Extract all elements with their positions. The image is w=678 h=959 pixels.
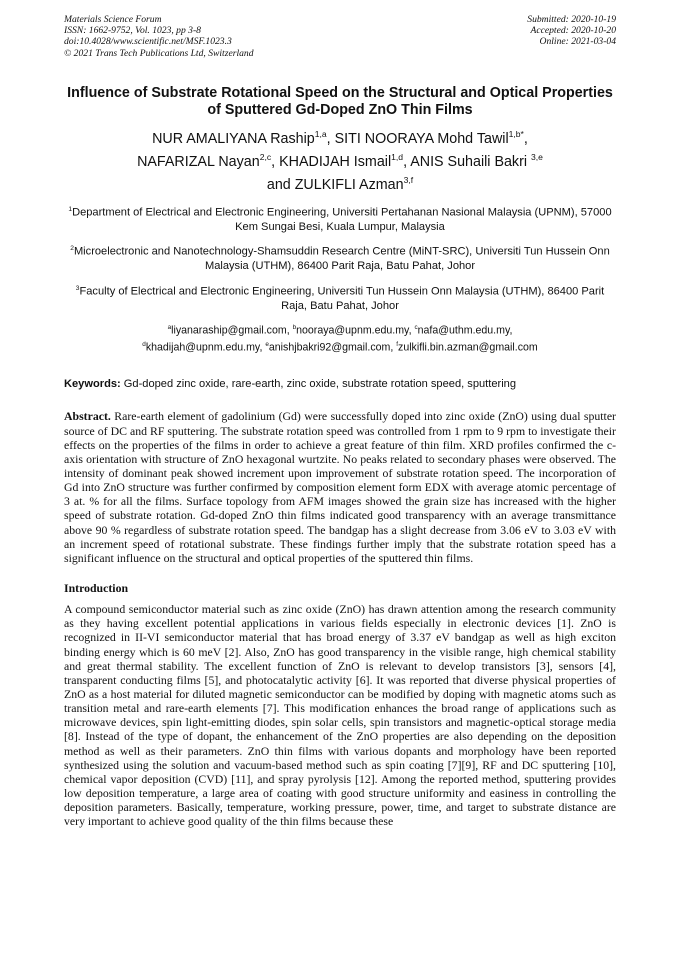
author: NUR AMALIYANA Raship$^{1,a}$ bbox=[152, 128, 327, 147]
paper-page bbox=[64, 14, 616, 829]
journal-doi: doi:10.4028/www.scientific.net/MSF.1023.3 bbox=[64, 36, 232, 48]
email-link[interactable]: nooraya@upnm.edu.my bbox=[296, 324, 409, 337]
journal-name: Materials Science Forum bbox=[64, 14, 162, 25]
journal-issn: ISSN: 1662-9752, Vol. 1023, pp 3-8 bbox=[64, 25, 201, 37]
affiliation-1: $^1$Department of Electrical and Electronic Engineering, Universiti Pertahanan Nasional Malaysia (UPNM), 57000 Kem Sungai Besi, Kuala Lumpur, Malaysia bbox=[68, 205, 612, 233]
journal-info bbox=[64, 14, 254, 59]
online-date: Online: 2021-03-04 bbox=[539, 36, 616, 48]
abstract-label: Abstract. bbox=[64, 409, 111, 424]
journal-header bbox=[64, 14, 616, 59]
keywords-text: Gd-doped zinc oxide, rare-earth, zinc oxide, substrate rotation speed, sputtering bbox=[120, 378, 516, 391]
affiliation-2: $^2$Microelectronic and Nanotechnology-Shamsuddin Research Centre (MiNT-SRC), Universiti Tun Hussein Onn Malaysia (UTHM), 86400 Parit Raja, Batu Pahat, Johor bbox=[70, 245, 610, 273]
email-link[interactable]: anishjbakri92@gmail.com bbox=[268, 341, 391, 354]
author-list: NUR AMALIYANA Raship$^{1,a}$, SITI NOORAYA Mohd Tawil$^{1,b*}$, NAFARIZAL Nayan$^{2,c}$, KHADIJAH Ismail$^{1,d}$, ANIS Suhaili Bakri $^{3,e}$ and ZULKIFLI Azman$^{3,f}$ bbox=[137, 128, 543, 194]
accepted-date: Accepted: 2020-10-20 bbox=[530, 25, 616, 37]
email-link[interactable]: nafa@uthm.edu.my bbox=[417, 324, 510, 337]
author: NAFARIZAL Nayan$^{2,c}$ bbox=[137, 152, 272, 170]
keywords bbox=[64, 377, 616, 391]
submitted-date: Submitted: 2020-10-19 bbox=[527, 14, 616, 25]
keywords-label: Keywords: bbox=[64, 378, 121, 391]
author: SITI NOORAYA Mohd Tawil$^{1,b*}$ bbox=[334, 128, 524, 147]
author: ZULKIFLI Azman$^{3,f}$ bbox=[294, 175, 414, 194]
email-link[interactable]: liyanaraship@gmail.com bbox=[171, 324, 287, 337]
journal-copyright: © 2021 Trans Tech Publications Ltd, Switzerland bbox=[64, 47, 254, 59]
email-link[interactable]: zulkifli.bin.azman@gmail.com bbox=[398, 341, 538, 354]
author-emails: $^a$liyanaraship@gmail.com, $^b$nooraya@upnm.edu.my, $^c$nafa@uthm.edu.my, $^d$khadijah@upnm.edu.my, $^e$anishjbakri92@gmail.com, $^f$zulkifli.bin.azman@gmail.com bbox=[142, 324, 538, 354]
introduction-heading: Introduction bbox=[64, 581, 129, 596]
author: ANIS Suhaili Bakri $^{3,e}$ bbox=[410, 152, 543, 170]
introduction-text: A compound semiconductor material such as zinc oxide (ZnO) has drawn attention among the research community as they having excellent potential applications in various fields especially in electronic devices [1]. ZnO is recognized in II-VI semiconductor material that has broad energy of 3.37 eV bandgap as well as high exciton binding energy which is 60 meV [2]. Also, ZnO has good transparency in the visible range, high chemical stability and great thermal stability. The excellent function of ZnO is relevant to develop transistors [3], sensors [4], transparent conducting films [5], and photocatalytic activity [6]. It was reported that diverse physical properties of ZnO as a host material for diluted magnetic semiconductor can be modified by doping with magnetic atoms such as transition metal and rare-earth elements [7]. This modification enhances the broad range of applications such as microwave devices, spin light-emitting diodes, spin solar cells, spin transistors and magnetic-optical storage media [8]. Instead of the type of dopant, the enhancement of the ZnO properties are also depending on the deposition method as well as their parameters. ZnO thin films with various dopants and morphology have been reported synthesized using the solution and vacuum-based method such as spin coating [7][9], RF and DC sputtering [10], chemical vapor deposition (CVD) [11], and spray pyrolysis [12]. Among the reported method, sputtering provides low deposition temperature, a large area of coating with good structure uniformity and easiness in controlling the deposition parameters. Basically, temperature, working pressure, power, time, and target to substrate distance are very important to achieve good quality of the thin films because these bbox=[64, 602, 616, 829]
paper-title: Influence of Substrate Rotational Speed on the Structural and Optical Properties of Sputtered Gd-Doped ZnO Thin Films bbox=[67, 84, 613, 118]
abstract bbox=[64, 409, 616, 565]
affiliation-3: $^3$Faculty of Electrical and Electronic Engineering, Universiti Tun Hussein Onn Malaysia (UTHM), 86400 Parit Raja, Batu Pahat, Johor bbox=[75, 284, 605, 312]
publication-dates bbox=[527, 14, 616, 59]
abstract-text: Rare-earth element of gadolinium (Gd) were successfully doped into zinc oxide (ZnO) using dual sputter source of DC and RF sputtering. The substrate rotation speed was controlled from 1 rpm to 9 rpm to investigate their effects on the properties of the films in order to achieve a great feature of thin film. XRD profiles confirmed the c-axis orientation with structure of ZnO hexagonal wurtzite. No peaks related to secondary phases were observed. The intensity of dominant peak showed increment upon improvement of substrate rotation speed. The incorporation of Gd into ZnO structure was further confirmed by composition element form EDX with average atomic percentage of 3 at. % for all the films. Surface topology from AFM images showed the grain size has increased with the higher speed of substrate rotation. Gd-doped ZnO thin films indicated good transparency with an average transmittance above 90 % regardless of substrate rotation speed. The bandgap has a slight decrease from 3.06 eV to 3.03 eV with an increment speed of rotational substrate. These findings further imply that the substrate rotation speed has a significant influence on the structural and optical properties of the sputtered thin films. bbox=[64, 409, 616, 565]
email-link[interactable]: khadijah@upnm.edu.my bbox=[145, 341, 260, 354]
author: KHADIJAH Ismail$^{1,d}$ bbox=[279, 152, 404, 170]
